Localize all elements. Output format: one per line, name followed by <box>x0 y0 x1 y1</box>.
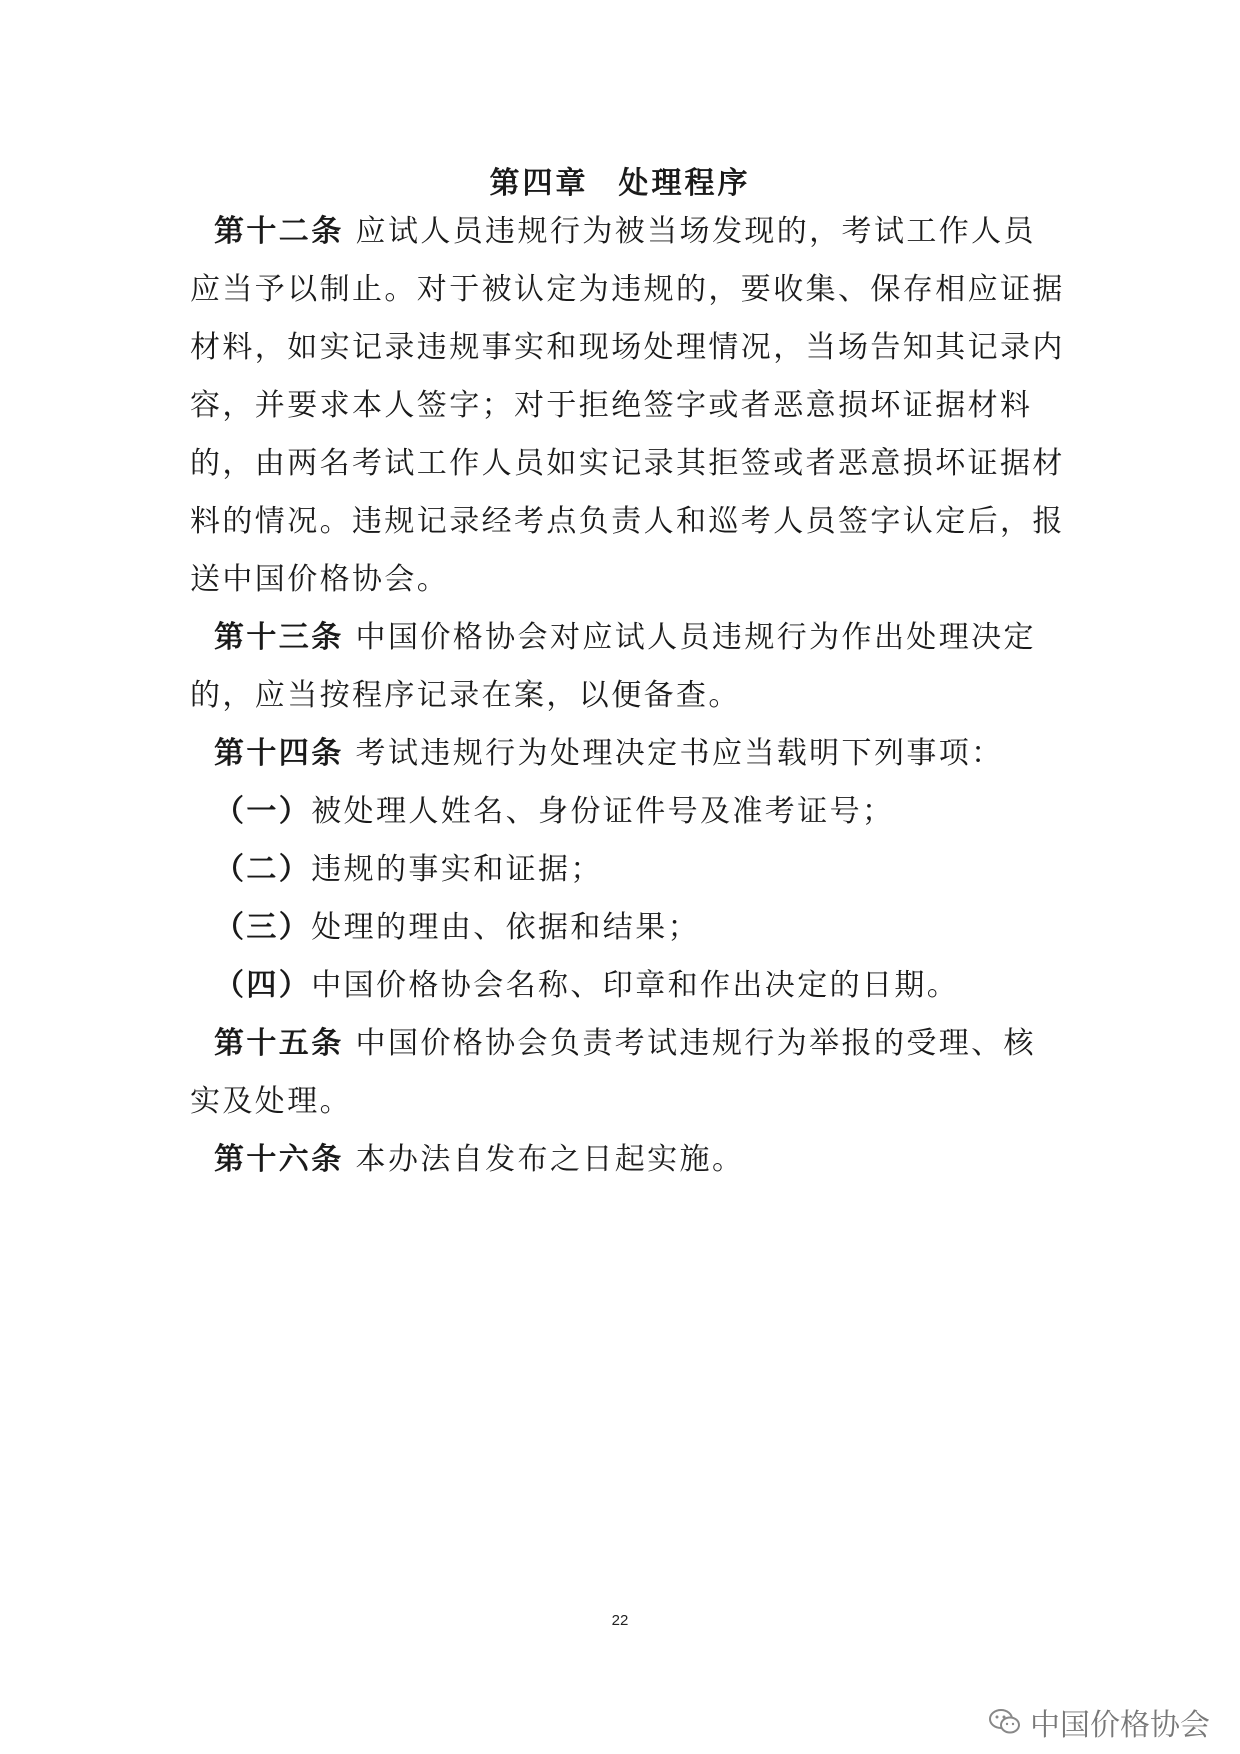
article-15-line-1: 第十五条 中国价格协会负责考试违规行为举报的受理、核 <box>214 1026 1036 1061</box>
list-item-marker: （三） <box>214 910 312 945</box>
article-13-line-2: 的，应当按程序记录在案，以便备查。 <box>190 678 741 713</box>
list-item-marker: （四） <box>214 968 312 1003</box>
article-13-label: 第十三条 <box>214 620 344 655</box>
article-12-line-6: 料的情况。违规记录经考点负责人和巡考人员签字认定后，报 <box>190 504 1065 539</box>
list-item-text: 违规的事实和证据； <box>311 852 603 887</box>
list-item <box>214 902 700 946</box>
article-14-line-1: 第十四条 考试违规行为处理决定书应当载明下列事项： <box>214 736 1004 771</box>
list-item-marker: （二） <box>214 852 312 887</box>
article-12-line-1: 第十二条 应试人员违规行为被当场发现的，考试工作人员 <box>214 214 1036 249</box>
article-12-label: 第十二条 <box>214 214 344 249</box>
article-12-line-7: 送中国价格协会。 <box>190 562 450 597</box>
list-item-marker: （一） <box>214 794 312 829</box>
list-item-text: 被处理人姓名、身份证件号及准考证号； <box>311 794 895 829</box>
list-item-text: 中国价格协会名称、印章和作出决定的日期。 <box>311 968 960 1003</box>
article-12-line-3: 材料，如实记录违规事实和现场处理情况，当场告知其记录内 <box>190 330 1065 365</box>
article-15-line-2: 实及处理。 <box>190 1084 352 1119</box>
watermark <box>988 1700 1210 1744</box>
list-item-text: 处理的理由、依据和结果； <box>311 910 701 945</box>
chapter-number: 第四章 <box>489 166 589 201</box>
article-16-line-1: 第十六条 本办法自发布之日起实施。 <box>214 1142 745 1177</box>
page-number: 22 <box>611 1612 629 1629</box>
article-15-label: 第十五条 <box>214 1026 344 1061</box>
article-14-label: 第十四条 <box>214 736 344 771</box>
chapter-heading <box>0 158 1240 202</box>
list-item <box>214 786 894 830</box>
article-16-label: 第十六条 <box>214 1142 344 1177</box>
list-item <box>214 844 603 888</box>
wechat-icon <box>988 1707 1022 1737</box>
article-12-line-5: 的，由两名考试工作人员如实记录其拒签或者恶意损坏证据材 <box>190 446 1065 481</box>
article-12-line-2: 应当予以制止。对于被认定为违规的，要收集、保存相应证据 <box>190 272 1065 307</box>
watermark-text: 中国价格协会 <box>1030 1708 1210 1743</box>
article-12-line-4: 容，并要求本人签字；对于拒绝签字或者恶意损坏证据材料 <box>190 388 1033 423</box>
article-13-line-1: 第十三条 中国价格协会对应试人员违规行为作出处理决定 <box>214 620 1036 655</box>
chapter-title: 处理程序 <box>618 166 751 201</box>
list-item <box>214 960 959 1004</box>
